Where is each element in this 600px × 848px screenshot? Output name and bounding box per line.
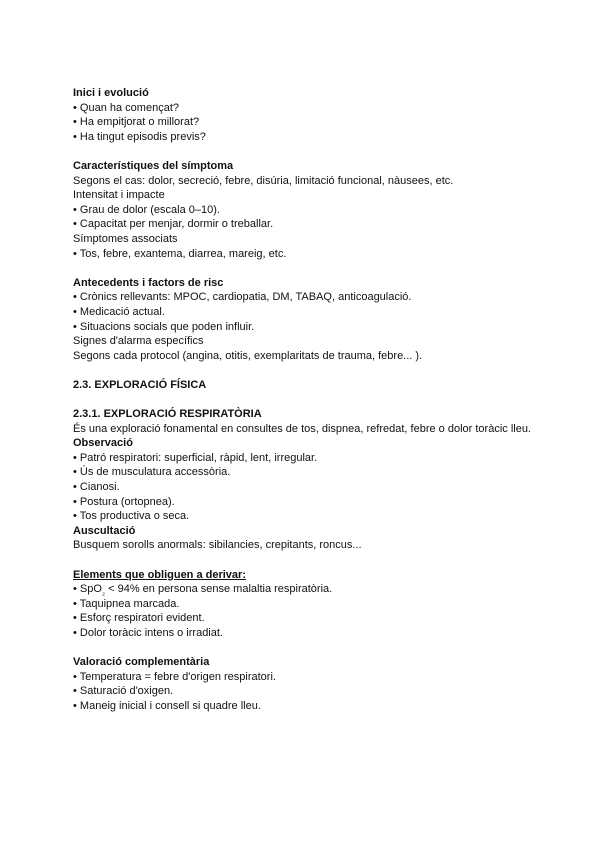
list-item: • Taquipnea marcada. <box>73 597 533 612</box>
list-intensitat <box>73 203 533 232</box>
paragraph: Segons cada protocol (angina, otitis, exemplaritats de trauma, febre... ). <box>73 349 423 362</box>
list-item: • Ús de musculatura accessòria. <box>73 465 533 480</box>
list-item: • Tos productiva o seca. <box>73 509 533 524</box>
list-antecedents <box>73 290 533 334</box>
list-item: • Ha tingut episodis previs? <box>73 130 533 145</box>
document-page <box>73 86 533 714</box>
heading-valoracio: Valoració complementària <box>73 656 210 669</box>
list-item: • Patró respiratori: superficial, ràpid, lent, irregular. <box>73 451 533 466</box>
list-item: • Esforç respiratori evident. <box>73 611 533 626</box>
spo2-label: SpO <box>79 583 102 596</box>
list-item: • Situacions socials que poden influir. <box>73 320 533 335</box>
list-item: • Saturació d'oxigen. <box>73 684 533 699</box>
list-item <box>73 582 533 597</box>
list-item: • Tos, febre, exantema, diarrea, mareig, etc. <box>73 247 533 262</box>
subheading: Signes d'alarma específics <box>73 335 204 348</box>
heading-auscultacio: Auscultació <box>73 524 136 537</box>
heading-exploracio-fisica: 2.3. EXPLORACIÓ FÍSICA <box>73 378 207 391</box>
list-derivar <box>73 582 533 640</box>
spo2-subscript: ₂ <box>101 588 106 598</box>
list-item: • Crònics rellevants: MPOC, cardiopatia, DM, TABAQ, anticoagulació. <box>73 290 533 305</box>
spo2-text: < 94% en persona sense malaltia respiratòria. <box>105 583 333 596</box>
list-simptomes <box>73 247 533 262</box>
list-item: • Postura (ortopnea). <box>73 495 533 510</box>
heading-caracteristiques: Característiques del símptoma <box>73 159 234 172</box>
list-observacio <box>73 451 533 524</box>
heading-observacio: Observació <box>73 437 133 450</box>
list-item: • Ha empitjorat o millorat? <box>73 115 533 130</box>
subheading: Intensitat i impacte <box>73 189 165 202</box>
heading-exploracio-respiratoria: 2.3.1. EXPLORACIÓ RESPIRATÒRIA <box>73 408 262 421</box>
list-valoracio <box>73 670 533 714</box>
paragraph: És una exploració fonamental en consultes de tos, dispnea, refredat, febre o dolor toràcic lleu. <box>73 422 531 435</box>
paragraph: Segons el cas: dolor, secreció, febre, disúria, limitació funcional, nàusees, etc. <box>73 174 454 187</box>
list-item: • Capacitat per menjar, dormir o treballar. <box>73 217 533 232</box>
list-item: • Quan ha començat? <box>73 101 533 116</box>
list-item: • Grau de dolor (escala 0–10). <box>73 203 533 218</box>
list-item: • Temperatura = febre d'origen respiratori. <box>73 670 533 685</box>
heading-inici: Inici i evolució <box>73 87 149 99</box>
list-item: • Cianosi. <box>73 480 533 495</box>
list-inici <box>73 101 533 145</box>
heading-antecedents: Antecedents i factors de risc <box>73 276 224 289</box>
list-item: • Maneig inicial i consell si quadre lleu. <box>73 699 533 714</box>
list-item: • Medicació actual. <box>73 305 533 320</box>
list-item: • Dolor toràcic intens o irradiat. <box>73 626 533 641</box>
subheading: Símptomes associats <box>73 232 178 245</box>
paragraph: Busquem sorolls anormals: sibilancies, crepitants, roncus... <box>73 539 362 552</box>
heading-derivar: Elements que obliguen a derivar: <box>73 568 246 581</box>
